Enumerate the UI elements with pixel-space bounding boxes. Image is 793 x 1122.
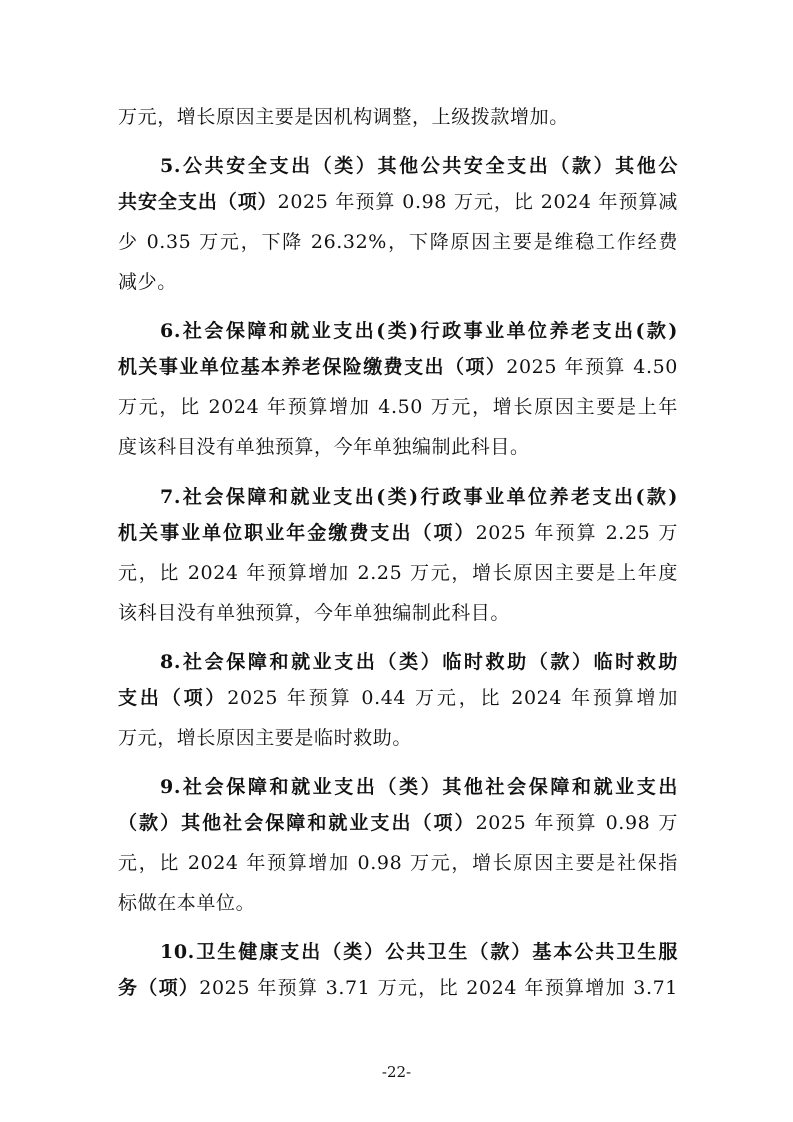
body-text-line [118, 843, 678, 883]
line-heading: 7.社会保障和就业支出(类)行政事业单位养老支出(款) [160, 486, 678, 508]
body-text-line [118, 968, 678, 1008]
line-heading: 9.社会保障和就业支出（类）其他社会保障和就业支出 [160, 776, 678, 798]
line-text: 2025 年预算 0.44 万元，比 2024 年预算增加 [227, 687, 678, 709]
body-text-line [118, 678, 678, 718]
body-text-line [118, 718, 678, 758]
line-heading: 8.社会保障和就业支出（类）临时救助（款）临时救助 [160, 651, 678, 673]
line-text: 2025 年预算 0.98 万 [475, 812, 678, 834]
line-text: 2025 年预算 3.71 万元，比 2024 年预算增加 3.71 [199, 977, 678, 999]
line-text: 少 0.35 万元，下降 26.32%，下降原因主要是维稳工作经费 [118, 231, 678, 253]
line-heading: （款）其他社会保障和就业支出（项） [118, 812, 476, 834]
line-heading: 机关事业单位基本养老保险缴费支出（项） [118, 356, 507, 378]
body-text-line [118, 347, 678, 387]
line-text: 万元，比 2024 年预算增加 4.50 万元，增长原因主要是上年 [118, 396, 678, 418]
body-text-line [118, 553, 678, 593]
line-text: 万元，增长原因主要是临时救助。 [118, 727, 413, 749]
line-text: 减少。 [118, 271, 177, 293]
line-heading: 支出（项） [118, 687, 228, 709]
section-heading-line [160, 146, 678, 186]
line-heading: 共安全支出（项） [118, 191, 278, 213]
body-text-line [118, 803, 678, 843]
body-text-line [118, 97, 678, 137]
body-text-line [118, 513, 678, 553]
body-text-line [118, 387, 678, 427]
line-text: 该科目没有单独预算，今年单独编制此科目。 [118, 602, 511, 624]
line-text: 2025 年预算 0.98 万元，比 2024 年预算减 [277, 191, 678, 213]
line-heading: 机关事业单位职业年金缴费支出（项） [118, 522, 476, 544]
body-text-line [118, 262, 678, 302]
line-text: 2025 年预算 4.50 [506, 356, 678, 378]
line-text: 元，比 2024 年预算增加 2.25 万元，增长原因主要是上年度 [118, 562, 678, 584]
section-heading-line [160, 477, 678, 517]
page-number: -22- [381, 1063, 412, 1081]
section-heading-line [160, 311, 678, 351]
body-text-line [118, 593, 678, 633]
line-heading: 务（项） [118, 977, 200, 999]
line-text: 万元，增长原因主要是因机构调整，上级拨款增加。 [118, 106, 569, 128]
line-text: 元，比 2024 年预算增加 0.98 万元，增长原因主要是社保指 [118, 852, 678, 874]
section-heading-line [160, 767, 678, 807]
body-text-line [118, 182, 678, 222]
line-text: 2025 年预算 2.25 万 [475, 522, 678, 544]
section-heading-line [160, 642, 678, 682]
line-heading: 6.社会保障和就业支出(类)行政事业单位养老支出(款) [160, 320, 678, 342]
body-text-line [118, 883, 678, 923]
line-text: 标做在本单位。 [118, 892, 256, 914]
body-text-line [118, 427, 678, 467]
line-heading: 5.公共安全支出（类）其他公共安全支出（款）其他公 [160, 155, 678, 177]
section-heading-line [160, 932, 678, 972]
line-text: 度该科目没有单独预算，今年单独编制此科目。 [118, 436, 530, 458]
body-text-line [118, 222, 678, 262]
line-heading: 10.卫生健康支出（类）公共卫生（款）基本公共卫生服 [160, 941, 678, 963]
